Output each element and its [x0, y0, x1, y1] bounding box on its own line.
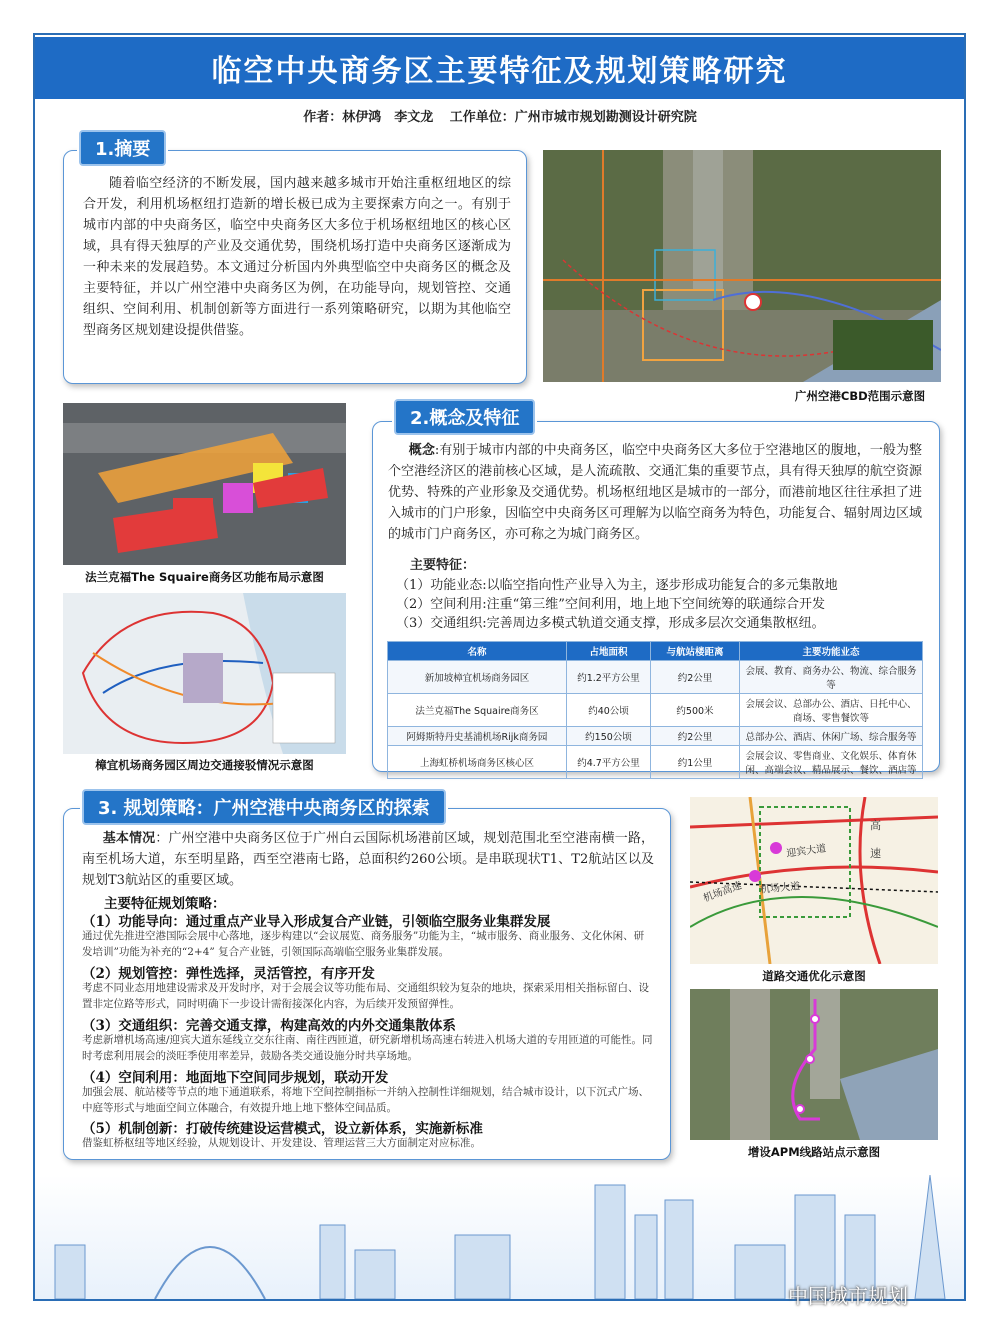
apm-line-map	[690, 989, 938, 1140]
changi-transport-image	[63, 593, 346, 754]
section2-title: 2.概念及特征	[394, 399, 535, 435]
table-cell: 约1公里	[651, 746, 740, 779]
strategy-heading-3: （3）交通组织：完善交通支撑，构建高效的内外交通集散体系	[82, 1018, 456, 1034]
table-row	[388, 661, 923, 694]
apm-map-graphic	[690, 989, 938, 1140]
basic-body: ：广州空港中央商务区位于广州白云国际机场港前区域，规划范围北至空港南横一路，南至机场大道，东至明星路，西至空港南七路，总面积约260公顷。是串联现状T1、T2航站区以及规划T3航站区的重要区域。	[82, 831, 654, 888]
table-cell: 约4.7平方公里	[567, 746, 651, 779]
feature-item-1: （1）功能业态:以临空指向性产业导入为主，逐步形成功能复合的多元集散地	[396, 578, 838, 593]
strategy-heading-2: （2）规划管控：弹性选择，灵活管控，有序开发	[82, 966, 375, 982]
table-cell: 约150公顷	[567, 727, 651, 746]
road-label-su: 速	[870, 848, 881, 860]
authors-line	[0, 106, 1000, 125]
table-header: 主要功能业态	[740, 642, 923, 661]
road-label-yingbin: 迎宾大道	[785, 843, 827, 860]
concept-body: :有别于城市内部的中央商务区，临空中央商务区大多位于空港地区的腹地，一般为整个空港经济区的港前核心区域，是人流疏散、交通汇集的重要节点，具有得天独厚的航空资源优势、特殊的产业形象及交通优势。机场枢纽地区是城市的一部分，而港前地区往往承担了进入城市的门户形象，因临空中央商务区可理解为以临空商务为特色，功能复合、辐射周边区域的城市门户商务区，亦可称之为城门商务区。	[388, 443, 922, 542]
table-cell: 新加坡樟宜机场商务园区	[388, 661, 567, 694]
feature-item-3: （3）交通组织:完善周边多模式轨道交通支撑，形成多层次交通集散枢纽。	[396, 616, 825, 631]
table-cell: 阿姆斯特丹史基浦机场Rijk商务园	[388, 727, 567, 746]
table-row	[388, 694, 923, 727]
strategy-detail-3: 考虑新增机场高速/迎宾大道东延线立交东往南、南往西匝道，研究新增机场高速右转进入机场大道的专用匝道的可能性。同时考虑利用展会的淡旺季使用率差异，鼓励各类交通设施分时共享场地。	[82, 1034, 653, 1062]
squaire-layout-image	[63, 403, 346, 565]
poster-title: 临空中央商务区主要特征及规划策略研究	[35, 37, 964, 99]
table-header: 与航站楼距离	[651, 642, 740, 661]
concept-label: 概念	[408, 443, 435, 458]
strategy-heading-1: （1）功能导向：通过重点产业导入形成复合产业链，引领临空服务业集群发展	[82, 914, 551, 930]
strategy-heading-4: （4）空间利用：地面地下空间同步规划，联动开发	[82, 1070, 389, 1086]
road-caption: 道路交通优化示意图	[762, 969, 866, 983]
cbd-map-graphic	[543, 150, 941, 382]
changi-caption: 樟宜机场商务园区周边交通接驳情况示意图	[95, 758, 314, 772]
table-cell: 约2公里	[651, 727, 740, 746]
road-label-airport-avenue: 机场大道	[759, 881, 801, 896]
table-cell: 会展会议、零售商业、文化娱乐、体育休闲、高端会议、精品展示、餐饮、酒店等	[740, 746, 923, 779]
road-label-airport-expressway: 机场高速	[702, 880, 744, 905]
strategy-heading-5: （5）机制创新：打破传统建设运营模式，设立新体系，实施新标准	[82, 1121, 483, 1137]
table-cell: 约1.2平方公里	[567, 661, 651, 694]
table-cell: 约2公里	[651, 661, 740, 694]
table-header: 占地面积	[567, 642, 651, 661]
road-label-gao: 高	[870, 820, 881, 832]
strategy-detail-1: 通过优先推进空港国际会展中心落地，逐步构建以“会议展览、商务服务”功能为主，“城市服务、商业服务、文化休闲、研发培训”功能为补充的“2+4” 复合产业链，引领国际高端临空服务业集群发展。	[82, 930, 645, 958]
strategy-detail-4: 加强会展、航站楼等节点的地下通道联系，将地下空间控制指标一并纳入控制性详细规划，结合城市设计，以下沉式广场、中庭等形式与地面空间立体融合，有效提升地上地下整体空间品质。	[82, 1086, 649, 1114]
table-row	[388, 746, 923, 779]
table-row	[388, 727, 923, 746]
table-cell: 约500米	[651, 694, 740, 727]
table-cell: 法兰克福The Squaire商务区	[388, 694, 567, 727]
comparison-table	[387, 641, 923, 779]
cbd-range-map	[543, 150, 941, 382]
abstract-text: 随着临空经济的不断发展，国内越来越多城市开始注重枢纽地区的综合开发，利用机场枢纽打造新的增长极已成为主要探索方向之一。有别于城市内部的中央商务区，临空中央商务区大多位于机场枢纽地区的核心区域，具有得天独厚的产业及交通优势，围绕机场打造中央商务区逐渐成为一种未来的发展趋势。本文通过分析国内外典型临空中央商务区的概念及主要特征，并以广州空港中央商务区为例，在功能导向，规划管控、交通组织、空间利用、机制创新等方面进行一系列策略研究，以期为其他临空型商务区规划建设提供借鉴。	[83, 176, 511, 338]
watermark-text: 中国城市规划	[788, 1284, 908, 1308]
strategy-detail-5: 借鉴虹桥枢纽等地区经验，从规划设计、开发建设、管理运营三大方面制定对应标准。	[82, 1137, 481, 1149]
changi-graphic	[63, 593, 346, 754]
basic-label: 基本情况	[102, 831, 156, 846]
cbd-map-caption: 广州空港CBD范围示意图	[794, 389, 926, 403]
table-header-row	[388, 642, 923, 661]
squaire-caption: 法兰克福The Squaire商务区功能布局示意图	[85, 570, 324, 584]
authors: 作者：林伊鸿 李文龙	[303, 110, 434, 125]
table-header: 名称	[388, 642, 567, 661]
table-cell: 会展会议、总部办公、酒店、日托中心、商场、零售餐饮等	[740, 694, 923, 727]
road-optimization-map	[690, 797, 938, 964]
concept-text	[388, 440, 922, 545]
table-cell: 总部办公、酒店、休闲广场、综合服务等	[740, 727, 923, 746]
feature-item-2: （2）空间利用:注重“第三维”空间利用，地上地下空间统筹的联通综合开发	[396, 597, 825, 612]
strategy-detail-2: 考虑不同业态用地建设需求及开发时序，对于会展会议等功能布局、交通组织较为复杂的地块，探索采用相关指标留白、设置非定位路等形式，同时明确下一步设计需衔接深化内容，为后续开发预留弹性。	[82, 982, 649, 1010]
section1-title: 1.摘要	[79, 130, 166, 166]
table-cell: 会展、教育、商务办公、物流、综合服务等	[740, 661, 923, 694]
section3-title: 3. 规划策略：广州空港中央商务区的探索	[82, 789, 446, 825]
table-cell: 上海虹桥机场商务区核心区	[388, 746, 567, 779]
work-unit: 工作单位：广州市城市规划勘测设计研究院	[449, 110, 697, 125]
features-title: 主要特征：	[410, 558, 476, 573]
table-cell: 约40公顷	[567, 694, 651, 727]
apm-caption: 增设APM线路站点示意图	[747, 1145, 881, 1159]
strategy-title: 主要特征规划策略：	[104, 896, 226, 912]
squaire-graphic	[63, 403, 346, 565]
basic-info-text	[82, 828, 654, 891]
